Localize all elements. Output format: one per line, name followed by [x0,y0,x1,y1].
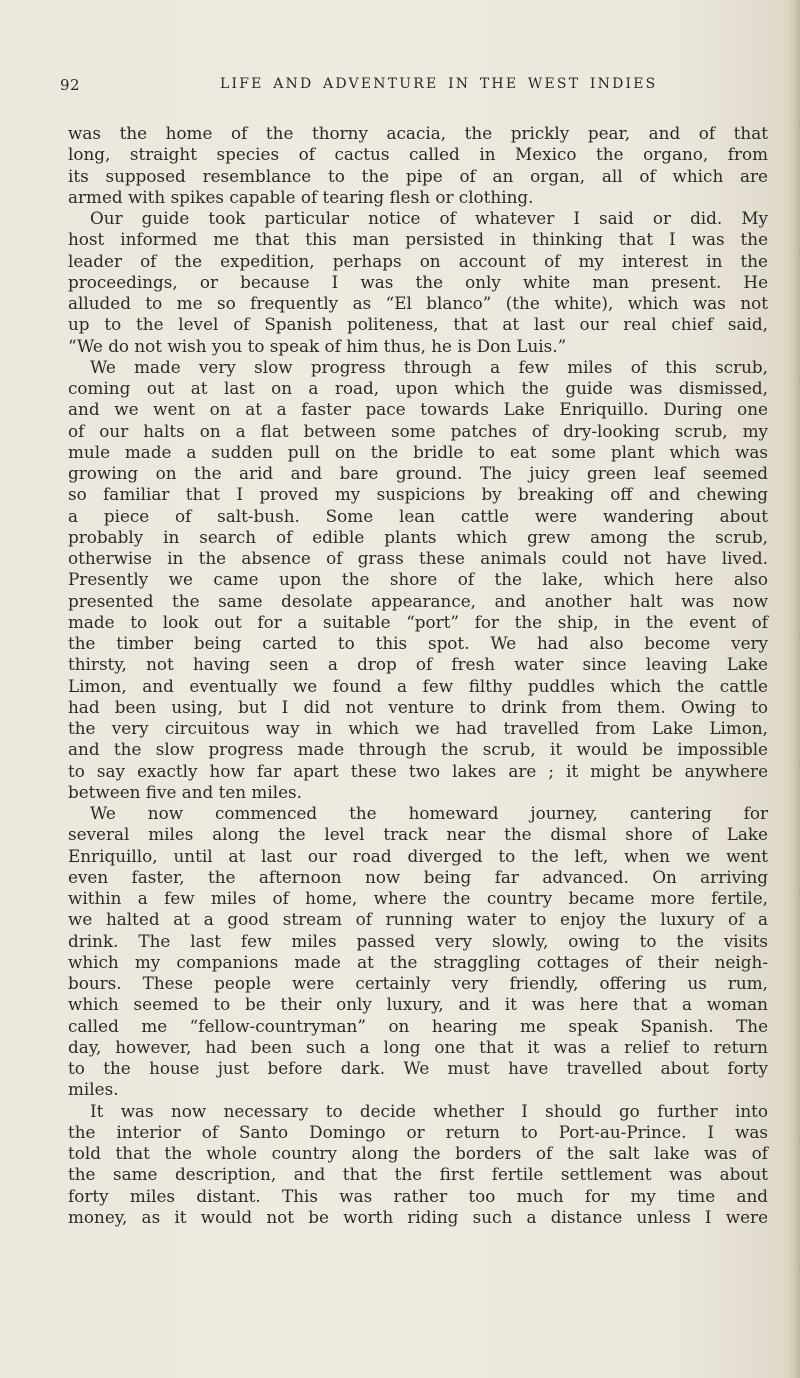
text-line: to the house just before dark. We must have travelled about forty [68,1058,768,1078]
text-line: between five and ten miles. [68,781,302,802]
paragraph-start-line: Our guide took particular notice of whatever I said or did. My [90,208,768,228]
text-line: Limon, and eventually we found a few filthy puddles which the cattle [68,675,768,696]
text-line: to say exactly how far apart these two lakes are ; it might be anywhere [68,760,768,781]
body-text [68,123,768,1228]
text-line: long, straight species of cactus called in Mexico the organo, from [68,144,768,165]
text-line: the interior of Santo Domingo or return to Port-au-Prince. I was [68,1121,768,1142]
text-line: up to the level of Spanish politeness, that at last our real chief said, [68,314,768,335]
text-line: the same description, and that the first fertile settlement was about [68,1164,768,1185]
text-line: growing on the arid and bare ground. The juicy green leaf seemed [68,463,768,483]
text-line: drink. The last few miles passed very slowly, owing to the visits [68,930,768,951]
paragraph-start-line: We made very slow progress through a few miles of this scrub, [90,356,768,377]
text-line: Presently we came upon the shore of the lake, which here also [68,569,768,590]
text-line: bours. These people were certainly very friendly, offering us rum, [68,973,768,993]
text-line: armed with spikes capable of tearing flesh or clothing. [68,186,534,207]
text-line: which seemed to be their only luxury, and it was here that a woman [68,994,768,1015]
text-line: several miles along the level track near the dismal shore of Lake [68,824,768,845]
text-line: was the home of the thorny acacia, the prickly pear, and of that [68,123,768,143]
text-line: forty miles distant. This was rather too much for my time and [68,1185,768,1206]
paragraph-start-line: It was now necessary to decide whether I should go further into [90,1100,768,1121]
page-number: 92 [60,76,81,94]
running-head: LIFE AND ADVENTURE IN THE WEST INDIES [220,76,658,92]
page-edge-shadow [786,0,800,1378]
text-line: called me “fellow-countryman” on hearing me speak Spanish. The [68,1015,768,1036]
text-line: the very circuitous way in which we had travelled from Lake Limon, [68,718,768,738]
text-line: host informed me that this man persisted in thinking that I was the [68,229,768,250]
text-line: we halted at a good stream of running water to enjoy the luxury of a [68,909,768,930]
text-line: Enriquillo, until at last our road diverged to the left, when we went [68,845,768,866]
text-line: mule made a sudden pull on the bridle to eat some plant which was [68,441,768,462]
text-line: had been using, but I did not venture to drink from them. Owing to [68,696,768,717]
text-line: told that the whole country along the borders of the salt lake was of [68,1143,768,1163]
text-line: and we went on at a faster pace towards Lake Enriquillo. During one [68,399,768,420]
text-line: even faster, the afternoon now being far advanced. On arriving [68,866,768,887]
text-line: otherwise in the absence of grass these animals could not have lived. [68,548,768,568]
text-line: which my companions made at the straggling cottages of their neigh- [68,951,768,972]
text-line: alluded to me so frequently as “El blanco” (the white), which was not [68,293,768,313]
text-line: its supposed resemblance to the pipe of an organ, all of which are [68,165,768,186]
text-line: proceedings, or because I was the only white man present. He [68,271,768,292]
page-header [60,76,780,96]
text-line: of our halts on a flat between some patches of dry-looking scrub, my [68,420,768,441]
text-line: coming out at last on a road, upon which the guide was dismissed, [68,378,768,398]
text-line: probably in search of edible plants which grew among the scrub, [68,526,768,547]
text-line: “We do not wish you to speak of him thus, he is Don Luis.” [68,335,567,356]
text-line: miles. [68,1079,119,1100]
text-line: a piece of salt-bush. Some lean cattle were wandering about [68,505,768,526]
text-line: thirsty, not having seen a drop of fresh water since leaving Lake [68,654,768,675]
text-line: the timber being carted to this spot. We had also become very [68,633,768,653]
text-line: day, however, had been such a long one that it was a relief to return [68,1036,768,1057]
text-line: money, as it would not be worth riding such a distance unless I were [68,1206,768,1227]
paragraph-start-line: We now commenced the homeward journey, cantering for [90,803,768,823]
text-line: made to look out for a suitable “port” for the ship, in the event of [68,611,768,632]
text-line: presented the same desolate appearance, and another halt was now [68,590,768,611]
text-line: so familiar that I proved my suspicions by breaking off and chewing [68,484,768,505]
text-line: and the slow progress made through the scrub, it would be impossible [68,739,768,760]
text-line: within a few miles of home, where the country became more fertile, [68,888,768,908]
text-line: leader of the expedition, perhaps on account of my interest in the [68,250,768,271]
